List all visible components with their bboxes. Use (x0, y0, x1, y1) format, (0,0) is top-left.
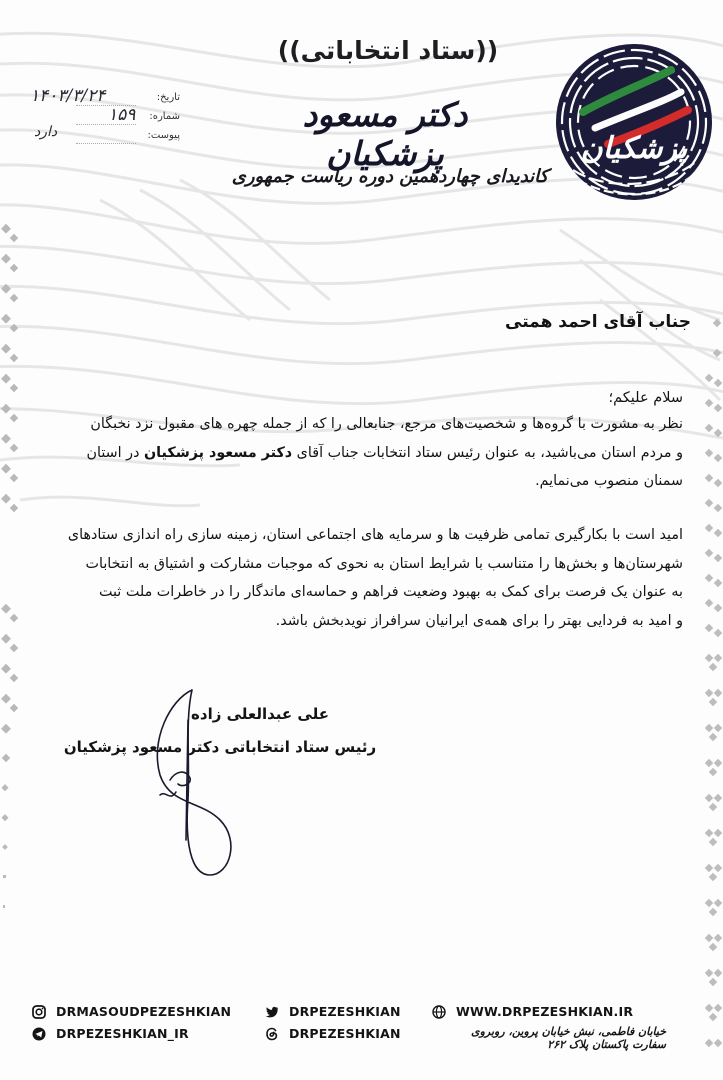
letter-meta (30, 86, 180, 149)
left-border-ornament (0, 215, 22, 995)
website-url[interactable]: WWW.DRPEZESHKIAN.IR (456, 1004, 634, 1019)
paragraph-line: شهرستان‌ها و بخش‌ها را متناسب با شرایط استان به نحوی که موجبات مشارکت و اشتیاق به انتخابات (85, 555, 683, 572)
candidate-name-inline: دکتر مسعود پزشکیان (143, 444, 293, 461)
instagram-icon (32, 1005, 46, 1019)
candidate-subtitle: کاندیدای چهاردهمین دوره ریاست جمهوری (231, 166, 549, 187)
twitter-link[interactable] (265, 1004, 401, 1019)
instagram-link[interactable] (32, 1004, 231, 1019)
footer (0, 1000, 723, 1050)
date-label: تاریخ: (156, 92, 180, 103)
paragraph-line: به عنوان یک فرصت برای کمک به بهبود وضعیت فراهم و حماسه‌ای ماندگار را در خاطرات ملت ثبت (98, 584, 683, 600)
attachment-line (76, 143, 136, 144)
paragraph-hope (43, 521, 683, 635)
date-value: ۱۴۰۳/۳/۲۴ (30, 86, 106, 106)
svg-text:پزشکیان: پزشکیان (580, 131, 688, 166)
paragraph-line: نظر به مشورت با گروه‌ها و شخصیت‌های مرجع، جنابعالی را که از جمله چهره های مقبول نزد نخبگان (90, 416, 683, 432)
telegram-icon (32, 1027, 46, 1041)
candidate-name: دکتر مسعود پزشکیان (302, 95, 468, 173)
greeting: سلام علیکم؛ (608, 390, 683, 406)
paragraph-line: سمنان منصوب می‌نمایم. (535, 473, 683, 489)
threads-link[interactable] (265, 1026, 401, 1041)
paragraph-line: امید است با بکارگیری تمامی ظرفیت ها و سرمایه های اجتماعی استان، زمینه سازی راه اندازی ستادهای (67, 527, 683, 543)
telegram-link[interactable] (32, 1026, 189, 1041)
addressee: جناب آقای احمد همتی (505, 312, 691, 332)
threads-icon (265, 1027, 279, 1041)
right-border-ornament (700, 300, 723, 1060)
signatory-title: رئیس ستاد انتخاباتی دکتر مسعود پزشکیان (63, 738, 377, 756)
paragraph-line: و امید به فردایی بهتر را برای همه‌ی ایرانیان سرافراز نویدبخش باشد. (275, 612, 683, 629)
handwritten-signature (130, 680, 280, 880)
signatory-name: علی عبدالعلی زاده (191, 705, 329, 723)
number-label: شماره: (149, 111, 180, 122)
twitter-icon (265, 1005, 279, 1019)
globe-icon (432, 1005, 446, 1019)
instagram-handle[interactable]: DRMASOUDPEZESHKIAN (56, 1004, 232, 1019)
website-link[interactable] (432, 1004, 633, 1019)
attachment-value: دارد (34, 124, 58, 140)
paragraph-line: و مردم استان می‌باشید، به عنوان رئیس ستاد انتخابات جناب آقای دکتر مسعود پزشکیان در استان (86, 444, 683, 461)
attachment-label: پیوست: (147, 130, 180, 141)
threads-handle[interactable]: DRPEZESHKIAN (289, 1026, 401, 1041)
campaign-logo-icon (553, 40, 715, 205)
number-value: ۱۵۹ (108, 105, 136, 125)
office-address: خیابان فاطمی، نبش خیابان پروین، روبروی سفارت پاکستان پلاک ۲۶۲ (470, 1025, 666, 1051)
headquarters-title: ((ستاد انتخاباتی)) (277, 36, 499, 65)
telegram-handle[interactable]: DRPEZESHKIAN_IR (56, 1026, 189, 1041)
twitter-handle[interactable]: DRPEZESHKIAN (289, 1004, 401, 1019)
paragraph-appointment (43, 410, 683, 496)
